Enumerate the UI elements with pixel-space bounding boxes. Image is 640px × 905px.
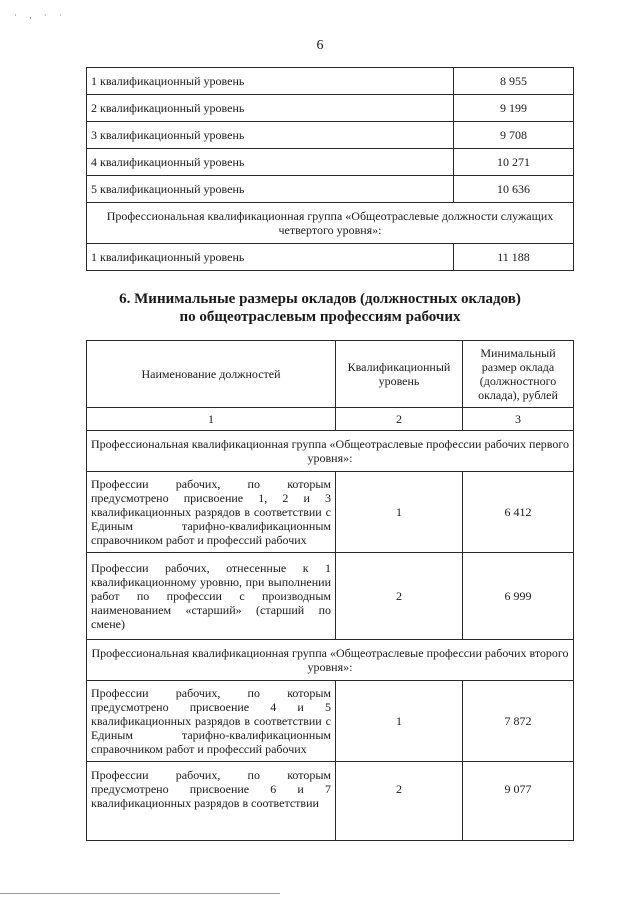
- table-row: [87, 553, 574, 640]
- qualification-level-cell: 1 квалификационный уровень: [87, 68, 454, 95]
- header-name: Наименование должностей: [87, 341, 336, 408]
- profession-cell: Профессии рабочих, по которым предусмотрено присвоение 4 и 5 квалификационных разрядов в соответствии с Единым тарифно-квалификационным справочником работ и профессий рабочих: [87, 681, 336, 762]
- group-row: [87, 640, 574, 681]
- section-heading-line2: по общеотраслевым профессиям рабочих: [179, 309, 461, 325]
- header-level: Квалификационный уровень: [336, 341, 463, 408]
- table-row: [87, 176, 574, 203]
- footer-rule: [0, 893, 280, 894]
- level-cell: 1: [336, 681, 463, 762]
- column-number-row: [87, 408, 574, 431]
- group-row: [87, 203, 574, 244]
- table-row: [87, 68, 574, 95]
- salary-cell: 6 412: [463, 472, 574, 553]
- table-row: [87, 149, 574, 176]
- table-row: [87, 472, 574, 553]
- salary-cell: 6 999: [463, 553, 574, 640]
- level-cell: 2: [336, 762, 463, 841]
- profession-cell: Профессии рабочих, отнесенные к 1 квалификационному уровню, при выполнении работ по профессии с производным наименованием «старший» (старший по смене): [87, 553, 336, 640]
- column-number: 2: [336, 408, 463, 431]
- group-title-cell: Профессиональная квалификационная группа «Общеотраслевые должности служащих четвертого уровня»:: [87, 203, 574, 244]
- column-number: 3: [463, 408, 574, 431]
- profession-cell: Профессии рабочих, по которым предусмотрено присвоение 1, 2 и 3 квалификационных разрядов в соответствии с Единым тарифно-квалификационным справочником работ и профессий рабочих: [87, 472, 336, 553]
- header-salary: Минимальный размер оклада (должностного оклада), рублей: [463, 341, 574, 408]
- table-row: [87, 95, 574, 122]
- qualification-level-cell: 1 квалификационный уровень: [87, 244, 454, 271]
- salary-cell: 7 872: [463, 681, 574, 762]
- group-row: [87, 431, 574, 472]
- table-row: [87, 681, 574, 762]
- salary-value-cell: 9 708: [454, 122, 574, 149]
- table-row: [87, 122, 574, 149]
- salary-value-cell: 10 636: [454, 176, 574, 203]
- column-number: 1: [87, 408, 336, 431]
- group-title-cell: Профессиональная квалификационная группа «Общеотраслевые профессии рабочих второго уровня»:: [87, 640, 574, 681]
- salary-table-workers: [86, 340, 574, 841]
- page-number: 6: [316, 38, 324, 53]
- table-row: [87, 762, 574, 841]
- salary-value-cell: 9 199: [454, 95, 574, 122]
- profession-cell: Профессии рабочих, по которым предусмотрено присвоение 6 и 7 квалификационных разрядов в соответствии: [87, 762, 336, 841]
- scan-marks: · , · ·: [14, 10, 67, 20]
- qualification-level-cell: 3 квалификационный уровень: [87, 122, 454, 149]
- salary-cell: 9 077: [463, 762, 574, 841]
- qualification-level-cell: 4 квалификационный уровень: [87, 149, 454, 176]
- section-heading: [0, 290, 640, 326]
- header-row: [87, 341, 574, 408]
- salary-value-cell: 8 955: [454, 68, 574, 95]
- level-cell: 1: [336, 472, 463, 553]
- qualification-level-cell: 5 квалификационный уровень: [87, 176, 454, 203]
- group-title-cell: Профессиональная квалификационная группа «Общеотраслевые профессии рабочих первого уровня»:: [87, 431, 574, 472]
- table-row: [87, 244, 574, 271]
- qualification-level-cell: 2 квалификационный уровень: [87, 95, 454, 122]
- salary-table-servants: [86, 67, 574, 271]
- salary-value-cell: 11 188: [454, 244, 574, 271]
- section-heading-line1: 6. Минимальные размеры окладов (должностных окладов): [119, 291, 521, 307]
- salary-value-cell: 10 271: [454, 149, 574, 176]
- level-cell: 2: [336, 553, 463, 640]
